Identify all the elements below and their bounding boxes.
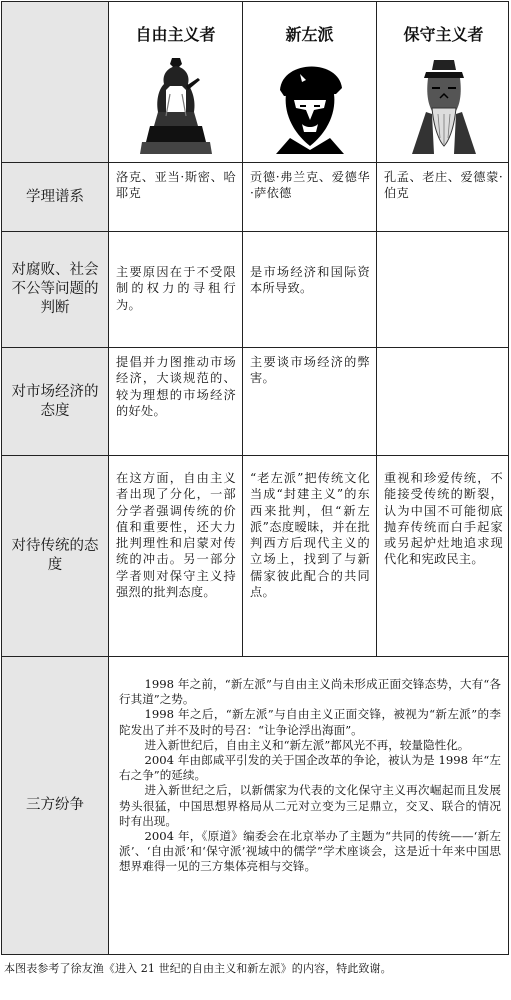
cell-lineage-liberal: 洛克、亚当·斯密、哈耶克 [116,170,236,201]
row-label-tradition: 对待传统的态度 [11,538,99,573]
dispute-paragraph: 2004 年由郎咸平引发的关于国企改革的争论，被认为是 1998 年“左右之争”的延续。 [119,753,501,783]
che-guevara-portrait-icon [270,50,350,154]
confucius-portrait-icon [404,50,484,154]
footnote: 本图表参考了徐友渔《进入 21 世纪的自由主义和新左派》的内容，特此致谢。 [4,962,392,975]
header-new-left [243,2,376,162]
dispute-paragraph: 2004 年，《原道》编委会在北京举办了主题为“共同的传统——‘新左派’、‘自由派’和‘保守派’视域中的儒学”学术座谈会，这是近十年来中国思想界难得一见的三方集体亮相与交锋。 [119,829,501,874]
cell-lineage-new-left: 贡德·弗兰克、爱德华·萨依德 [250,170,370,201]
cell-corruption-liberal: 主要原因在于不受限制的权力的寻租行为。 [116,265,236,312]
column-title-new-left: 新左派 [285,25,334,44]
dispute-paragraph: 进入新世纪后，自由主义和“新左派”都风光不再，较量隐性化。 [144,737,470,752]
cell-market-liberal: 提倡并力图推动市场经济，大谈规范的、较为理想的市场经济的好处。 [116,355,236,418]
dispute-narrative [109,657,509,954]
dispute-paragraph: 1998 年之前，“新左派”与自由主义尚未形成正面交锋态势，大有“各行其道”之势。 [119,677,501,707]
comparison-table [1,1,509,955]
header-liberal [109,2,242,162]
dispute-paragraph: 进入新世纪之后，以新儒家为代表的文化保守主义再次崛起而且发展势头很猛，中国思想界格局从二元对立变为三足鼎立，交叉、联合的情况时有出现。 [119,783,501,828]
column-title-liberal: 自由主义者 [135,25,216,44]
row-label-dispute: 三方纷争 [26,797,84,813]
cell-market-conservative [377,348,509,455]
cell-lineage-conservative: 孔孟、老庄、爱德蒙·伯克 [384,170,503,201]
cell-market-new-left: 主要谈市场经济的弊害。 [250,355,370,386]
cell-corruption-conservative [377,232,509,347]
row-label-lineage: 学理谱系 [26,188,84,205]
cell-tradition-new-left: “老左派”把传统文化当成“封建主义”的东西来批判，但“新左派”态度暧昧，并在批判西方后现代主义的立场上，找到了与新儒家彼此配合的共同点。 [250,471,370,600]
dispute-paragraph: 1998 年之后，“新左派”与自由主义正面交锋，被视为“新左派”的李陀发出了并不及时的号召：“让争论浮出海面”。 [119,707,501,737]
column-title-conservative: 保守主义者 [403,25,484,44]
cell-tradition-conservative: 重视和珍爱传统，不能接受传统的断裂，认为中国不可能彻底抛弃传统而白手起家或另起炉灶地追求现代化和宪政民主。 [384,471,503,567]
row-label-corruption: 对腐败、社会不公等问题的判断 [11,262,99,316]
statue-portrait-icon [136,50,216,154]
cell-tradition-liberal: 在这方面，自由主义者出现了分化，一部分学者强调传统的价值和重要性，还大力批判理性和启蒙对传统的冲击。另一部分学者则对保守主义持强烈的批判态度。 [116,471,236,600]
header-conservative [377,2,510,162]
row-label-market: 对市场经济的态度 [11,383,99,419]
cell-corruption-new-left: 是市场经济和国际资本所导致。 [250,265,370,296]
